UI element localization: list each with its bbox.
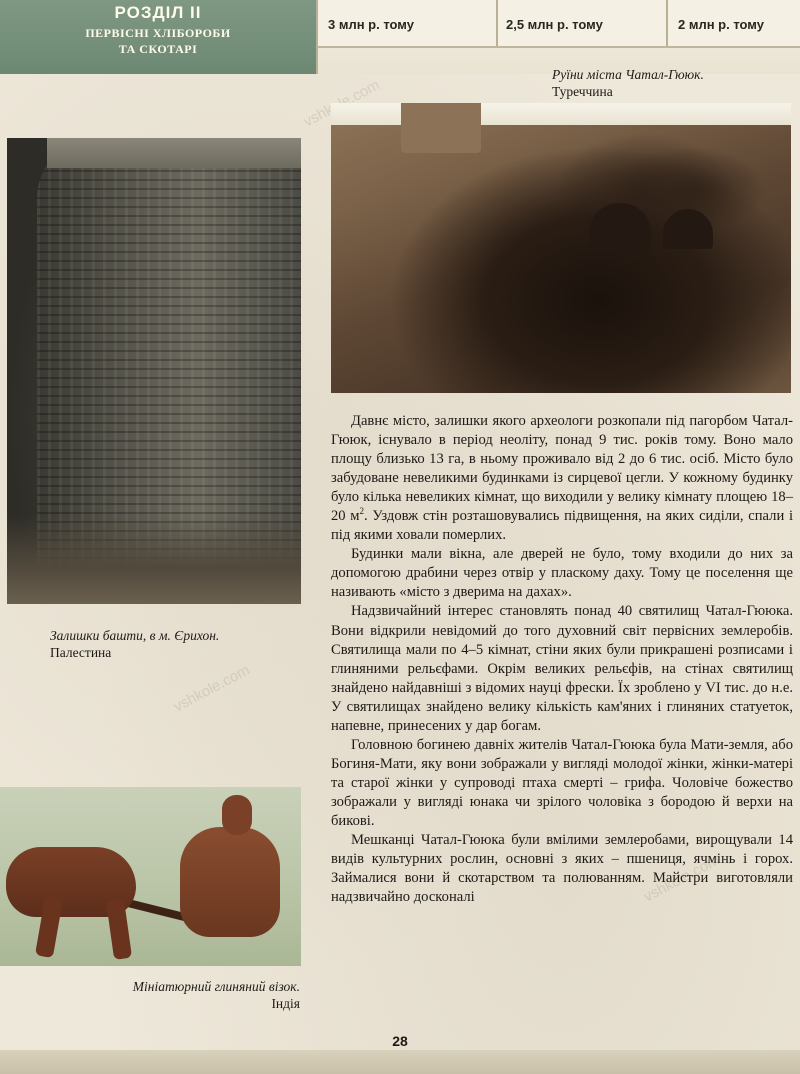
page-number: 28 <box>392 1033 408 1049</box>
tower-photo-top <box>47 138 301 168</box>
paragraph: Будинки мали вікна, але дверей не було, тому входили до них за допомогою драбини через отвір у пласкому даху. Тому це поселення ще називають «місто з дверима на дахах». <box>331 546 793 601</box>
paragraph: Надзвичайний інтерес становлять понад 40 святилищ Чатал-Гююка. Вони відкрили невідомий до того духовний світ первісних землеробів. Святилища мали по 4–5 кімнат, стіни яких були прикрашені розписами і глиняними рельєфами. Окрім великих рельєфів, на стінах святилищ знайдено найдавніші з відомих науці фрески. Їх зроблено у VI тис. до н.е. У святилищах знайдено велику кількість кам'яних і глиняних статуеток, напевне, принесених у дар богам. <box>331 603 793 734</box>
tower-caption <box>50 627 310 661</box>
section-label-box <box>0 0 318 74</box>
paragraph <box>331 412 793 545</box>
paragraph: Головною богинею давніх жителів Чатал-Гююка була Мати-земля, або Богиня-Мати, яку вони зображали у вигляді молодої жінки, жінки-матері та старої жінки у супроводі птаха смерті – грифа. Чоловіче божество зображали у вигляді юнака чи зрілого чоловіка з бородою й верхи на бикові. <box>331 736 793 829</box>
tower-caption-place: Палестина <box>50 645 112 660</box>
cart-caption-title: Мініатюрний глиняний візок. <box>132 979 300 994</box>
section-subtitle-line1: ПЕРВІСНІ ХЛІБОРОБИ <box>85 26 231 40</box>
cart-photo-head <box>222 795 252 835</box>
ruins-photo-opening <box>589 203 651 251</box>
watermark: vshkole.com <box>640 851 723 906</box>
cart-caption <box>88 978 300 1012</box>
timeline-cell: 2,5 млн р. тому <box>496 0 666 46</box>
section-title: РОЗДІЛ II <box>114 3 202 22</box>
ruins-photo-opening <box>663 209 713 249</box>
timeline-strip <box>318 0 800 48</box>
tower-caption-title: Залишки башти, в м. Єрихон. <box>50 628 220 643</box>
watermark: vshkole.com <box>170 661 253 716</box>
ruins-photo-sky <box>331 103 791 125</box>
superscript: 2 <box>359 506 365 517</box>
body-text <box>331 412 793 907</box>
paragraph-text: Давнє місто, залишки якого археологи розкопали під пагорбом Чатал-Гююк, існувало в період неоліту, понад 9 тис. років тому. Воно мало площу близько 13 га, в ньому проживало від 2 до 6 тис. осіб. Місто було забудоване невеликими будинками із сирцевої цегли. У кожному будинку було кілька невеликих кімнат, що виходили у велику кімнату площею 18–20 м <box>331 413 793 525</box>
ruins-caption <box>552 66 797 100</box>
page-footer <box>0 1050 800 1074</box>
cart-photo-animal <box>180 827 280 937</box>
ruins-photo <box>331 103 791 393</box>
paragraph-text: . Уздовж стін розташовувались підвищення, на яких сиділи, спали і під якими ховали померлих. <box>331 508 794 544</box>
tower-photo <box>7 138 301 604</box>
section-subtitle-line2: ТА СКОТАРІ <box>118 42 198 56</box>
cart-caption-place: Індія <box>271 996 300 1011</box>
tower-photo-ground <box>7 514 301 604</box>
page-header <box>0 0 800 74</box>
cart-photo <box>0 787 301 966</box>
ruins-caption-title: Руїни міста Чатал-Гююк. <box>552 67 704 82</box>
timeline-cell: 3 млн р. тому <box>328 17 414 32</box>
paragraph: Мешканці Чатал-Гююка були вмілими землеробами, вирощували 14 видів культурних рослин, основні з яких – пшениця, ячмінь і горох. Займалися вони й скотарством та полюванням. Майстри виготовляли надзвичайно досконалі <box>331 832 793 906</box>
ruins-caption-place: Туреччина <box>552 84 613 99</box>
ruins-photo-block <box>401 103 481 153</box>
timeline-cell: 2 млн р. тому <box>666 0 800 46</box>
